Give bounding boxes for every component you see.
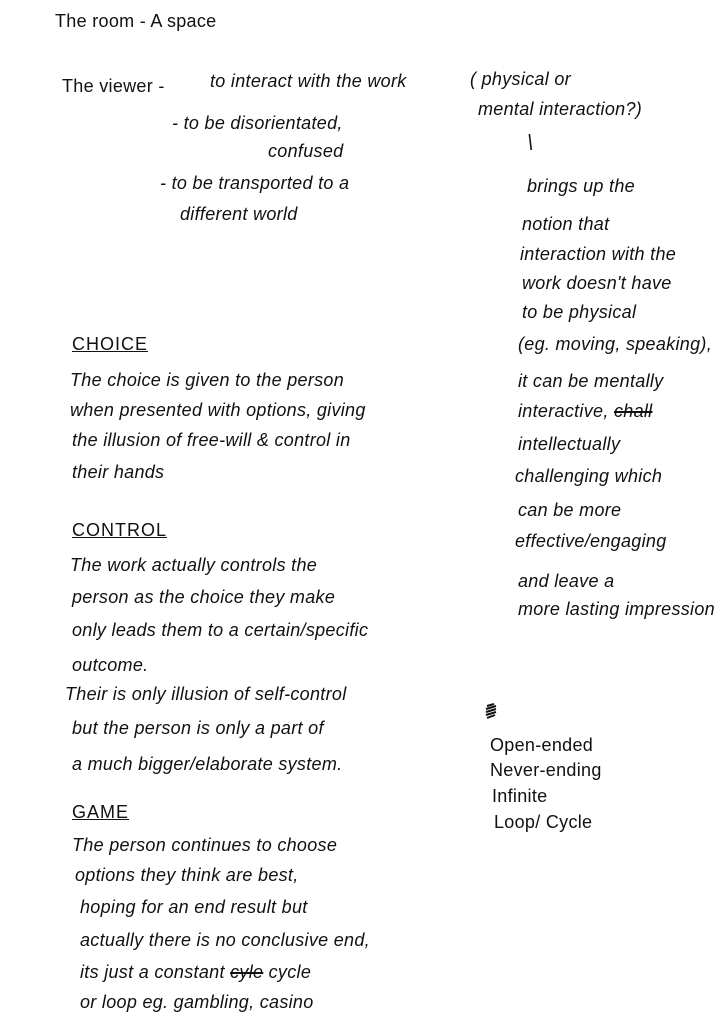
control-line: The work actually controls the: [70, 555, 318, 575]
side-note-line: effective/engaging: [515, 531, 667, 551]
list-item: Infinite: [492, 786, 548, 806]
side-note-line: to be physical: [522, 302, 637, 322]
viewer-point: - to be transported to a: [160, 173, 350, 193]
game-line: [80, 961, 311, 983]
crossed-out-word: chall: [613, 401, 653, 421]
control-line: person as the choice they make: [72, 587, 336, 607]
side-note-line: can be more: [518, 500, 622, 520]
control-line: Their is only illusion of self-control: [65, 684, 347, 704]
side-note-line: (eg. moving, speaking),: [518, 334, 712, 354]
viewer-point: ( physical or: [470, 69, 571, 89]
side-note-line: intellectually: [518, 434, 621, 454]
side-note-line: work doesn't have: [522, 273, 672, 293]
choice-line: The choice is given to the person: [70, 370, 345, 390]
game-line: options they think are best,: [75, 865, 299, 885]
list-item: Open-ended: [490, 735, 594, 755]
side-note-line: notion that: [522, 214, 610, 234]
side-note-line: [518, 400, 652, 422]
side-note-line: brings up the: [527, 176, 635, 196]
choice-line: their hands: [72, 462, 165, 482]
control-line: a much bigger/elaborate system.: [72, 754, 343, 774]
game-line: The person continues to choose: [72, 835, 338, 855]
side-note-line: challenging which: [515, 466, 663, 486]
side-note-line: it can be mentally: [518, 371, 664, 391]
choice-heading: CHOICE: [72, 334, 149, 354]
crossed-out-word: cyle: [230, 962, 264, 982]
page-title: The room - A space: [55, 11, 217, 31]
game-line: actually there is no conclusive end,: [80, 930, 370, 950]
side-note-text: interactive,: [518, 401, 609, 421]
game-text: its just a constant: [80, 962, 225, 982]
viewer-point: confused: [268, 141, 344, 161]
side-note-line: more lasting impression: [518, 599, 715, 619]
control-line: only leads them to a certain/specific: [72, 620, 369, 640]
connector-line: \: [527, 130, 534, 155]
viewer-point: mental interaction?): [478, 99, 643, 119]
list-item: Loop/ Cycle: [494, 812, 593, 832]
side-note-line: and leave a: [518, 571, 615, 591]
control-heading: CONTROL: [72, 520, 168, 540]
control-line: but the person is only a part of: [72, 718, 324, 738]
game-line: hoping for an end result but: [80, 897, 308, 917]
list-item: Never-ending: [490, 760, 602, 780]
control-line: outcome.: [72, 655, 149, 675]
choice-line: the illusion of free-will & control in: [72, 430, 351, 450]
viewer-point: different world: [180, 204, 298, 224]
choice-line: when presented with options, giving: [70, 400, 366, 420]
game-line: or loop eg. gambling, casino: [80, 992, 314, 1012]
game-text: cycle: [268, 962, 312, 982]
side-note-line: interaction with the: [520, 244, 677, 264]
scribble-icon: [484, 703, 498, 719]
game-heading: GAME: [72, 802, 130, 822]
viewer-label: The viewer -: [62, 76, 165, 96]
viewer-point: to interact with the work: [210, 71, 407, 91]
viewer-point: - to be disorientated,: [172, 113, 343, 133]
